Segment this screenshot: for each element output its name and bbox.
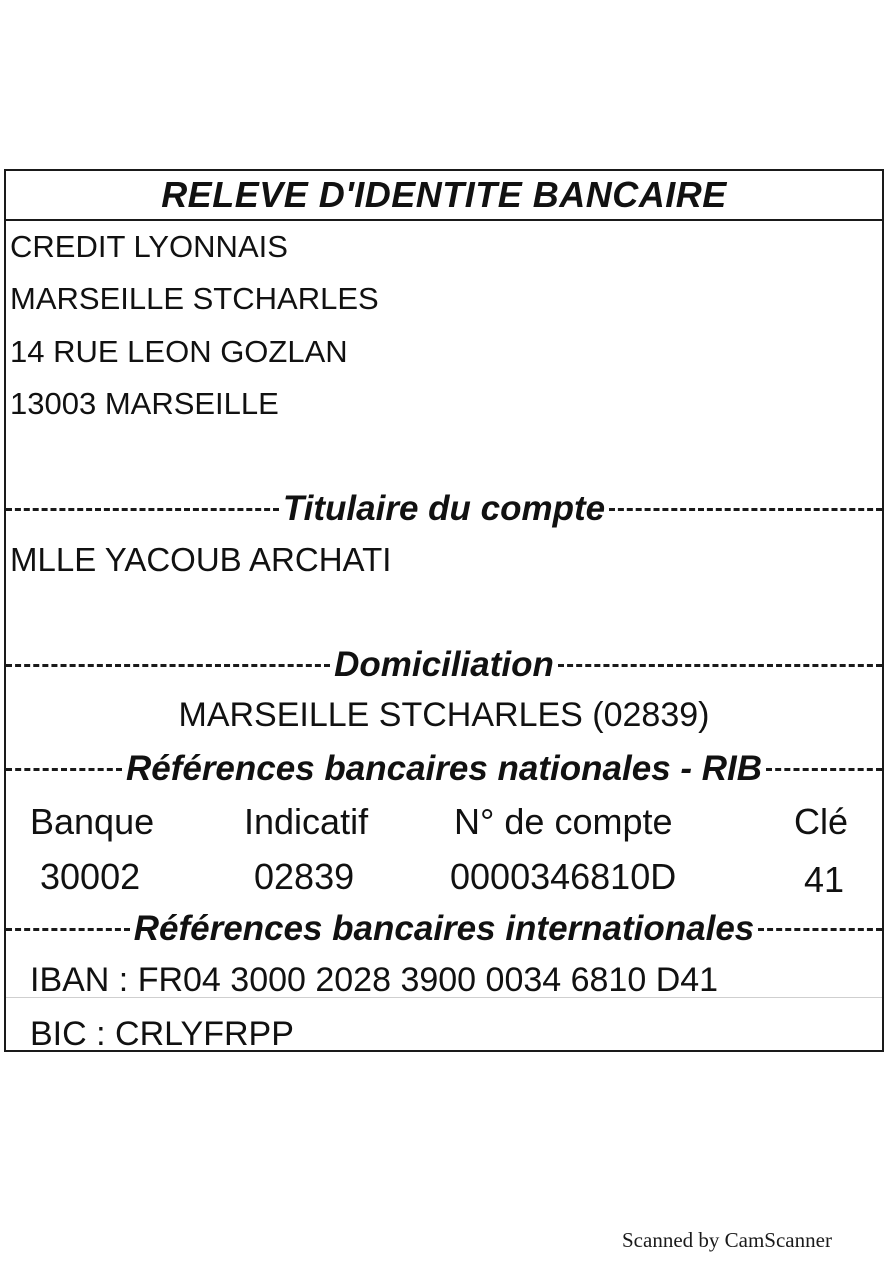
domiciliation-value: MARSEILLE STCHARLES (02839) <box>178 696 710 734</box>
header-indicatif: Indicatif <box>244 801 369 842</box>
bank-name: CREDIT LYONNAIS <box>10 229 288 264</box>
header-banque: Banque <box>30 801 155 842</box>
value-banque: 30002 <box>40 856 141 897</box>
rib-card <box>4 169 884 1052</box>
dashed-rule <box>6 768 122 771</box>
bank-city: 13003 MARSEILLE <box>10 386 279 421</box>
value-account-number: 0000346810D <box>450 856 677 897</box>
domiciliation-separator <box>6 645 882 685</box>
account-holder-name: MLLE YACOUB ARCHATI <box>10 541 392 578</box>
international-section-label: Références bancaires internationales <box>133 909 755 948</box>
document-title: RELEVE D'IDENTITE BANCAIRE <box>6 171 882 221</box>
scanner-watermark: Scanned by CamScanner <box>622 1228 832 1252</box>
holder-section-label: Titulaire du compte <box>282 489 606 528</box>
international-separator <box>6 909 882 949</box>
value-cle: 41 <box>804 859 845 900</box>
header-account-number: N° de compte <box>454 801 673 842</box>
rib-separator <box>6 749 882 789</box>
paper-fold-line <box>6 997 882 998</box>
dashed-rule <box>609 508 882 511</box>
bank-branch: MARSEILLE STCHARLES <box>10 281 379 316</box>
holder-separator <box>6 489 882 529</box>
header-cle: Clé <box>794 801 849 842</box>
value-indicatif: 02839 <box>254 856 355 897</box>
rib-section-label: Références bancaires nationales - RIB <box>125 749 763 788</box>
dashed-rule <box>6 664 330 667</box>
dashed-rule <box>766 768 882 771</box>
bic: BIC : CRLYFRPP <box>30 1015 294 1053</box>
iban: IBAN : FR04 3000 2028 3900 0034 6810 D41 <box>30 961 719 999</box>
domiciliation-section-label: Domiciliation <box>334 645 554 684</box>
dashed-rule <box>6 508 279 511</box>
bank-street: 14 RUE LEON GOZLAN <box>10 334 348 369</box>
dashed-rule <box>6 928 130 931</box>
dashed-rule <box>558 664 882 667</box>
dashed-rule <box>758 928 882 931</box>
